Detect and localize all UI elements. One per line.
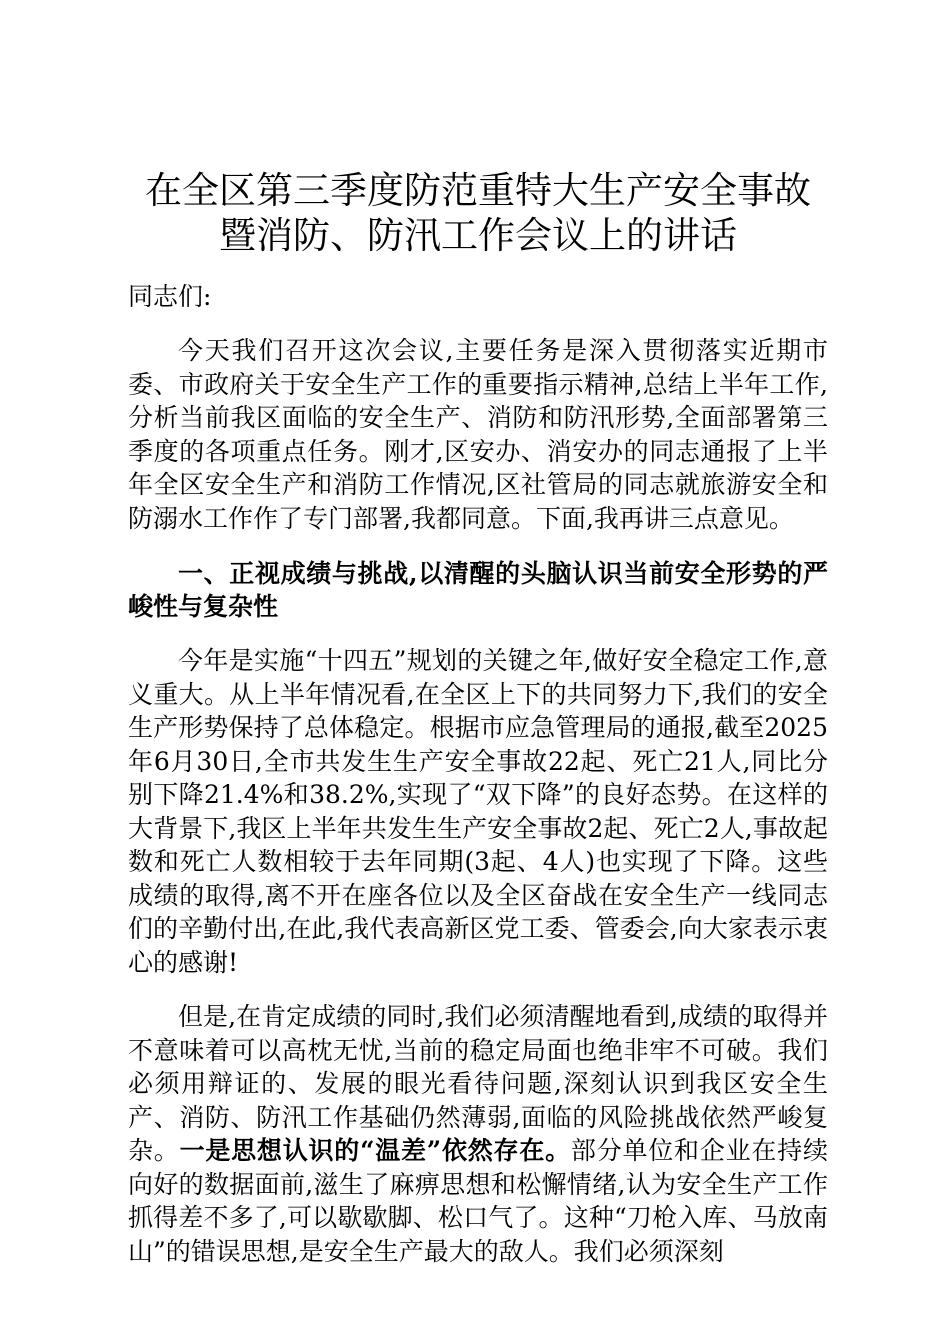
section-heading-1: 一、正视成绩与挑战,以清醒的头脑认识当前安全形势的严峻性与复杂性	[128, 559, 828, 621]
salutation: 同志们:	[128, 282, 212, 311]
document-title: 在全区第三季度防范重特大生产安全事故暨消防、防汛工作会议上的讲话	[145, 169, 811, 257]
paragraph-intro: 今天我们召开这次会议,主要任务是深入贯彻落实近期市委、市政府关于安全生产工作的重要指示精神,总结上半年工作,分析当前我区面临的安全生产、消防和防汛形势,全面部署第三季度的各项重点任务。刚才,区安办、消安办的同志通报了上半年全区安全生产和消防工作情况,区社管局的同志就旅游安全和防溺水工作作了专门部署,我都同意。下面,我再讲三点意见。	[128, 336, 828, 533]
paragraph-challenges-bold-point: 一是思想认识的“温差”依然存在。	[179, 1136, 571, 1165]
paragraph-challenges	[128, 1000, 828, 1268]
paragraph-challenges-rest: 部分单位和企业在持续向好的数据面前,滋生了麻痹思想和松懈情绪,认为安全生产工作抓得差不多了,可以歇歇脚、松口气了。这种“刀枪入库、马放南山”的错误思想,是安全生产最大的敌人。我们必须深刻	[128, 1136, 828, 1266]
paragraph-achievements: 今年是实施“十四五”规划的关键之年,做好安全稳定工作,意义重大。从上半年情况看,在全区上下的共同努力下,我们的安全生产形势保持了总体稳定。根据市应急管理局的通报,截至2025年6月30日,全市共发生生产安全事故22起、死亡21人,同比分别下降21.4%和38.2%,实现了“双下降”的良好态势。在这样的大背景下,我区上半年共发生生产安全事故2起、死亡2人,事故起数和死亡人数相较于去年同期(3起、4人)也实现了下降。这些成绩的取得,离不开在座各位以及全区奋战在安全生产一线同志们的辛勤付出,在此,我代表高新区党工委、管委会,向大家表示衷心的感谢!	[128, 646, 828, 977]
document-page	[128, 168, 828, 1268]
paragraph-challenges-lead: 但是,在肯定成绩的同时,我们必须清醒地看到,成绩的取得并不意味着可以高枕无忧,当前的稳定局面也绝非牢不可破。我们必须用辩证的、发展的眼光看待问题,深刻认识到我区安全生产、消防、防汛工作基础仍然薄弱,面临的风险挑战依然严峻复杂。	[128, 1002, 828, 1165]
